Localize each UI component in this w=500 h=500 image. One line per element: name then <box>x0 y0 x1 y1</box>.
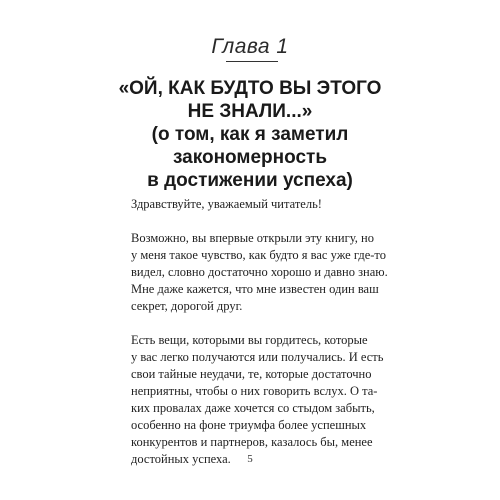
chapter-title-line: «ОЙ, КАК БУДТО ВЫ ЭТОГО <box>118 78 382 99</box>
chapter-title-line: (о том, как я заметил <box>151 124 349 145</box>
chapter-label: Глава 1 <box>211 35 289 58</box>
chapter-title <box>100 77 400 192</box>
text-line: Возможно, вы впервые открыли эту книгу, но <box>131 231 374 245</box>
text-line: Есть вещи, которыми вы гордитесь, которые <box>131 333 368 347</box>
body-text <box>131 196 388 485</box>
text-line: Здравствуйте, уважаемый читатель! <box>131 197 322 211</box>
page-number: 5 <box>247 453 253 465</box>
chapter-title-line: закономерность <box>172 147 328 168</box>
text-line: у вас легко получаются или получались. И есть <box>131 350 384 364</box>
text-line: особенно на фоне триумфа более успешных <box>131 418 367 432</box>
paragraph-greeting <box>131 196 376 213</box>
text-line: видел, словно достаточно хорошо и давно знаю. <box>131 265 388 279</box>
chapter-title-line: в достижении успеха) <box>147 170 353 191</box>
text-line: конкурентов и партнеров, казалось бы, менее <box>131 435 373 449</box>
chapter-underline <box>226 61 278 62</box>
text-line: свои тайные неудачи, те, которые достаточно <box>131 367 372 381</box>
chapter-title-line: НЕ ЗНАЛИ...» <box>187 101 313 122</box>
text-line: достойных успеха. <box>131 452 231 466</box>
paragraph-intro <box>131 230 388 315</box>
text-line: секрет, дорогой друг. <box>131 299 243 313</box>
paragraph-secrets <box>131 332 384 468</box>
text-line: у меня такое чувство, как будто я вас уже где-то <box>131 248 386 262</box>
text-line: ких провалах даже хочется со стыдом забыть, <box>131 401 375 415</box>
text-line: Мне даже кажется, что мне известен один ваш <box>131 282 379 296</box>
text-line: неприятны, чтобы о них говорить вслух. О та- <box>131 384 378 398</box>
